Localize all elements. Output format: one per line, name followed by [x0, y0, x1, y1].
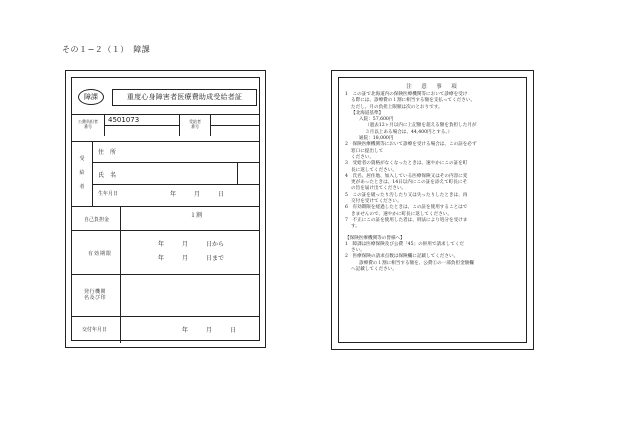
side-char: 給 — [79, 170, 85, 176]
issue-date-value: 年 月 日 — [182, 327, 237, 334]
side-char: 受 — [79, 156, 85, 162]
payer-label-line2: 番号 — [84, 124, 92, 129]
note-line: 長に返してください。 — [351, 167, 397, 173]
divider — [120, 231, 121, 275]
certificate-front-inner — [71, 77, 260, 341]
validity-label: 有効期限 — [88, 251, 113, 257]
copay-value: １割 — [190, 212, 203, 219]
note-line: 1 障課は医療保険及び公費「45」の併用で請求してくだ — [345, 241, 465, 247]
note-line: す。 — [351, 224, 360, 230]
note-line: ください。 — [351, 154, 374, 160]
note-line: 7 不正にこの証を使用した者は、刑法により処分を受けま — [345, 217, 468, 223]
note-line: の旨を届け出てください。 — [351, 186, 407, 192]
page-heading: その１−２（１） 障課 — [62, 45, 151, 54]
note-line: へ記載してください。 — [351, 267, 397, 273]
note-line: 6 有効期限を経過したときは、この証を使用することはで — [345, 205, 468, 211]
certificate-front — [65, 70, 266, 348]
validity-from: 年 月 日から — [158, 241, 225, 248]
payer-label-line1: 公費負担者 — [78, 119, 98, 124]
note-line: ３月以上ある場合は、44,400円とする。） — [365, 129, 453, 135]
side-char: 者 — [79, 184, 85, 190]
notes-title: 注 意 事 項 — [406, 84, 459, 90]
divider — [92, 142, 93, 207]
divider — [120, 207, 121, 231]
note-line: 更があったときは、14日以内にこの証を添えて町長にそ — [351, 180, 468, 186]
copay-label: 自己負担金 — [84, 217, 110, 223]
divider — [120, 275, 121, 317]
divider — [92, 162, 259, 163]
recipient-label-line2: 番号 — [191, 124, 199, 129]
note-line: 窓口に提出して — [351, 148, 384, 154]
issuer-label-line1: 発行機関 — [84, 289, 107, 295]
note-line: （過去12ヶ月以内に上記額を超える額を負担した月が — [365, 123, 477, 129]
divider — [179, 115, 180, 136]
number-row — [72, 114, 259, 135]
birth-date-label: 生年月日 — [98, 191, 119, 197]
certificate-back-inner — [338, 77, 527, 343]
divider — [120, 317, 121, 343]
note-line: ただし、月の負担上限額は次のとおりです。 — [351, 104, 443, 110]
divider — [92, 184, 259, 185]
issue-date-label: 交付年月日 — [82, 327, 108, 333]
notes-list — [345, 92, 520, 273]
department-oval-label: 障課 — [78, 89, 104, 105]
issuer-row — [72, 274, 259, 316]
certificate-title: 重度心身障害者医療費助成受給者証 — [112, 89, 257, 106]
divider — [237, 162, 238, 184]
note-line: 通院：18,000円 — [359, 136, 394, 142]
note-line: 4 氏名、居住地、加入している医療保険又はその内容に変 — [345, 173, 468, 179]
note-line: 5 この証を破ったり汚したり又は失ったりしたときは、再 — [345, 192, 468, 198]
issuer-label-line2: 名及び印 — [84, 295, 107, 301]
validity-row — [72, 230, 259, 274]
recipient-side-label — [78, 152, 86, 194]
payer-label — [74, 119, 102, 129]
copay-row — [72, 206, 259, 230]
issuer-label — [84, 289, 106, 301]
name-label: 氏 名 — [98, 172, 117, 179]
note-line: さい。 — [351, 248, 365, 254]
note-line: 1 この証で北海道内の保険医療機関等において診療を受け — [345, 92, 468, 97]
note-line: 交付を受けてください。 — [351, 199, 402, 205]
note-line: きませんので、速やかに町長に返してください。 — [351, 211, 452, 217]
note-line: 3 受給者の資格がなくなったときは、速やかにこの証を町 — [345, 161, 468, 167]
note-line: 2 保険医療機関等において診療を受ける場合は、この証を必ず — [345, 142, 477, 148]
title-row — [72, 78, 259, 114]
note-line: 【保険医療機関等の皆様へ】 — [345, 235, 405, 241]
recipient-label-line1: 受給者 — [189, 119, 201, 124]
note-line: る際には、診療費の１割に相当する額を支払ってください。 — [351, 98, 476, 104]
recipient-block — [72, 141, 259, 206]
note-line: 2 医療保険の請求点数は保険欄に記載してください。 — [345, 254, 459, 260]
address-label: 住 所 — [98, 149, 117, 156]
note-line: 診療費の１割に相当する額を、公費①の一部負担金額欄 — [359, 260, 474, 266]
recipient-number-label — [182, 119, 208, 129]
issue-date-row — [72, 316, 259, 342]
validity-to: 年 月 日まで — [158, 255, 225, 262]
divider — [210, 125, 259, 126]
birth-date-value: 年 月 日 — [170, 191, 225, 198]
note-line: 【北海道基準】 — [351, 110, 384, 116]
divider — [104, 125, 179, 126]
payer-number: 4501073 — [108, 116, 140, 124]
certificate-back — [331, 70, 534, 350]
note-line: 入院：57,600円 — [359, 117, 394, 123]
